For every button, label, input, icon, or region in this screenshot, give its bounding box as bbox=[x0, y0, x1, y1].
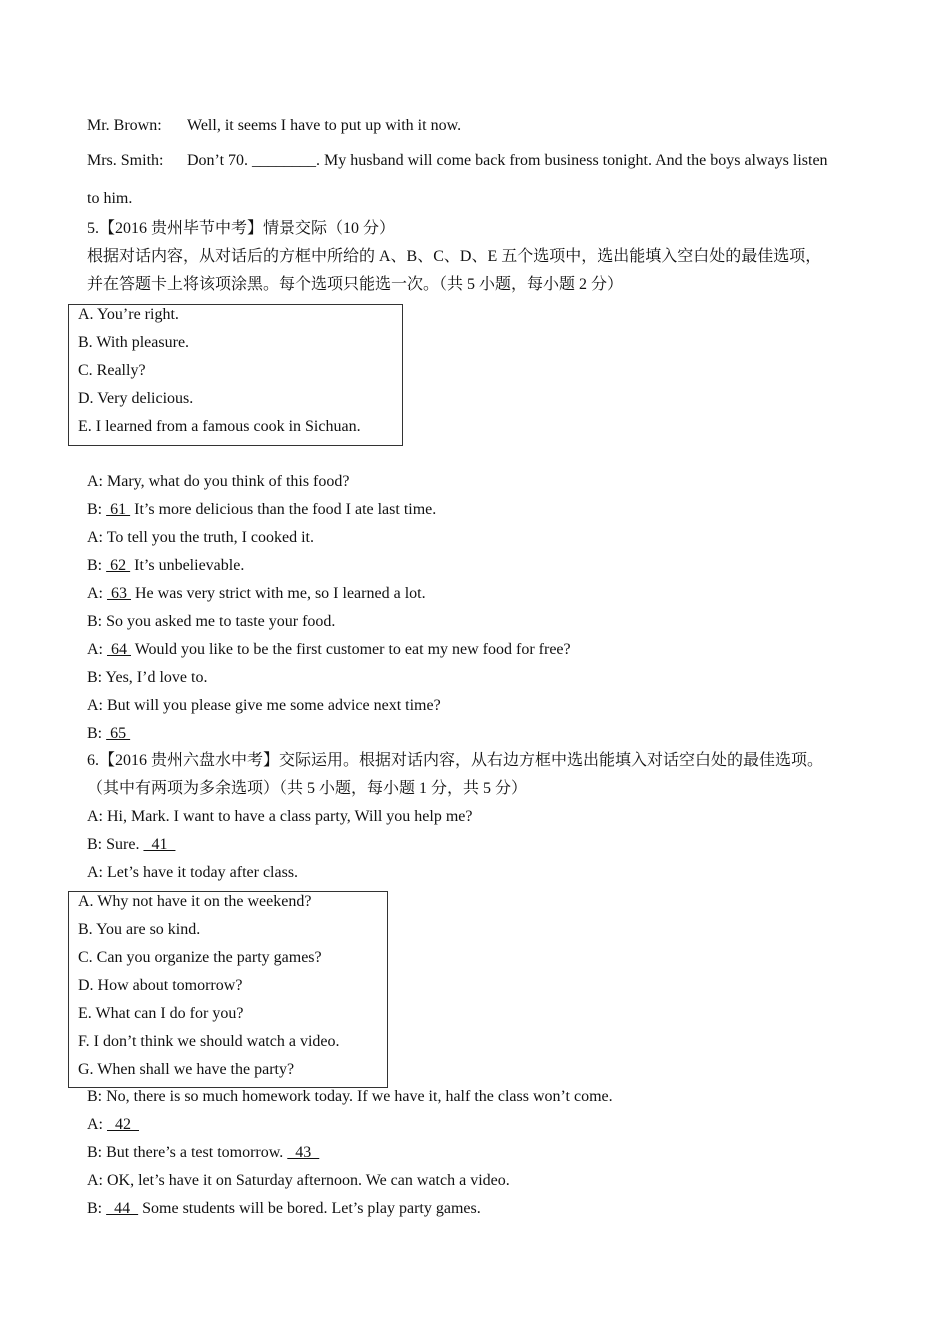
section6-title: 6.【2016 贵州六盘水中考】交际运用。根据对话内容，从右边方框中选出能填入对话空白处的最佳选项。 bbox=[87, 752, 824, 769]
option-a: A. You’re right. bbox=[78, 306, 179, 323]
line-text: B: bbox=[87, 501, 107, 518]
section6-options-box bbox=[68, 891, 388, 1088]
section5-options-box bbox=[68, 304, 403, 446]
line-text: B: Yes, I’d love to. bbox=[87, 669, 208, 686]
answer-blank-64: 64 bbox=[107, 641, 131, 658]
line-text: B: bbox=[87, 1200, 107, 1217]
dialogue-line bbox=[87, 807, 472, 827]
answer-blank-43: 43 bbox=[287, 1144, 320, 1161]
dialogue-line bbox=[87, 835, 175, 855]
section5-instruction: 并在答题卡上将该项涂黑。每个选项只能选一次。（共 5 小题，每小题 2 分） bbox=[87, 276, 624, 293]
dialogue-line bbox=[87, 668, 207, 688]
dialogue-line bbox=[87, 500, 436, 520]
answer-blank-61: 61 bbox=[106, 501, 131, 518]
line-text: B: But there’s a test tomorrow. bbox=[87, 1144, 288, 1161]
dialogue-line bbox=[87, 151, 828, 171]
answer-blank-42: 42 bbox=[107, 1116, 139, 1133]
dialogue-line bbox=[87, 584, 426, 604]
speaker: Mrs. Smith: bbox=[87, 152, 164, 169]
section6-instruction: （其中有两项为多余选项）（共 5 小题，每小题 1 分，共 5 分） bbox=[87, 780, 528, 797]
line-text: Don’t 70. ________. My husband will come back from business tonight. And the boys always listen bbox=[187, 152, 828, 169]
line-text: A: bbox=[87, 585, 107, 602]
line-text: A: Hi, Mark. I want to have a class party, Will you help me? bbox=[87, 808, 473, 825]
line-text: He was very strict with me, so I learned a lot. bbox=[131, 585, 426, 602]
line-text: It’s unbelievable. bbox=[130, 557, 245, 574]
option-b: B. With pleasure. bbox=[78, 334, 190, 351]
line-text: B: bbox=[87, 725, 107, 742]
line-text: B: Sure. bbox=[87, 836, 144, 853]
option-g: G. When shall we have the party? bbox=[78, 1061, 295, 1078]
line-text: B: No, there is so much homework today. If we have it, half the class won’t come. bbox=[87, 1088, 613, 1105]
option-e: E. What can I do for you? bbox=[78, 1005, 244, 1022]
line-text: It’s more delicious than the food I ate last time. bbox=[130, 501, 437, 518]
line-text: A: Mary, what do you think of this food? bbox=[87, 473, 350, 490]
speaker: Mr. Brown: bbox=[87, 117, 162, 134]
line-text: B: So you asked me to taste your food. bbox=[87, 613, 336, 630]
line-text: A: But will you please give me some advice next time? bbox=[87, 697, 441, 714]
line-text: A: Let’s have it today after class. bbox=[87, 864, 299, 881]
dialogue-line bbox=[87, 1199, 481, 1219]
dialogue-line bbox=[87, 863, 298, 883]
option-d: D. How about tomorrow? bbox=[78, 977, 243, 994]
dialogue-line bbox=[87, 472, 349, 492]
answer-blank-63: 63 bbox=[107, 585, 131, 602]
line-text: Well, it seems I have to put up with it now. bbox=[187, 117, 462, 134]
dialogue-line bbox=[87, 1143, 319, 1163]
option-d: D. Very delicious. bbox=[78, 390, 194, 407]
dialogue-line bbox=[87, 556, 244, 576]
option-f: F. I don’t think we should watch a video. bbox=[78, 1033, 340, 1050]
dialogue-line bbox=[87, 724, 130, 744]
option-c: C. Really? bbox=[78, 362, 146, 379]
line-text: Some students will be bored. Let’s play party games. bbox=[138, 1200, 481, 1217]
dialogue-line bbox=[87, 640, 571, 660]
dialogue-line bbox=[87, 1087, 613, 1107]
option-e: E. I learned from a famous cook in Sichuan. bbox=[78, 418, 361, 435]
dialogue-line bbox=[87, 696, 441, 716]
dialogue-continuation: to him. bbox=[87, 190, 133, 207]
line-text: A: bbox=[87, 1116, 107, 1133]
answer-blank-41: 41 bbox=[143, 836, 176, 853]
dialogue-line bbox=[87, 1115, 139, 1135]
option-b: B. You are so kind. bbox=[78, 921, 201, 938]
line-text: A: OK, let’s have it on Saturday afternoon. We can watch a video. bbox=[87, 1172, 510, 1189]
dialogue-line bbox=[87, 116, 461, 136]
option-a: A. Why not have it on the weekend? bbox=[78, 893, 312, 910]
answer-blank-65: 65 bbox=[106, 725, 131, 742]
dialogue-line bbox=[87, 612, 335, 632]
line-text: B: bbox=[87, 557, 107, 574]
section5-instruction: 根据对话内容，从对话后的方框中所给的 A、B、C、D、E 五个选项中，选出能填入空白处的最佳选项， bbox=[87, 248, 822, 265]
section5-title: 5.【2016 贵州毕节中考】情景交际（10 分） bbox=[87, 220, 396, 237]
answer-blank-62: 62 bbox=[106, 557, 131, 574]
dialogue-line bbox=[87, 528, 314, 548]
line-text: A: To tell you the truth, I cooked it. bbox=[87, 529, 314, 546]
answer-blank-44: 44 bbox=[106, 1200, 139, 1217]
option-c: C. Can you organize the party games? bbox=[78, 949, 322, 966]
dialogue-line bbox=[87, 1171, 510, 1191]
line-text: A: bbox=[87, 641, 107, 658]
line-text: Would you like to be the first customer to eat my new food for free? bbox=[131, 641, 571, 658]
